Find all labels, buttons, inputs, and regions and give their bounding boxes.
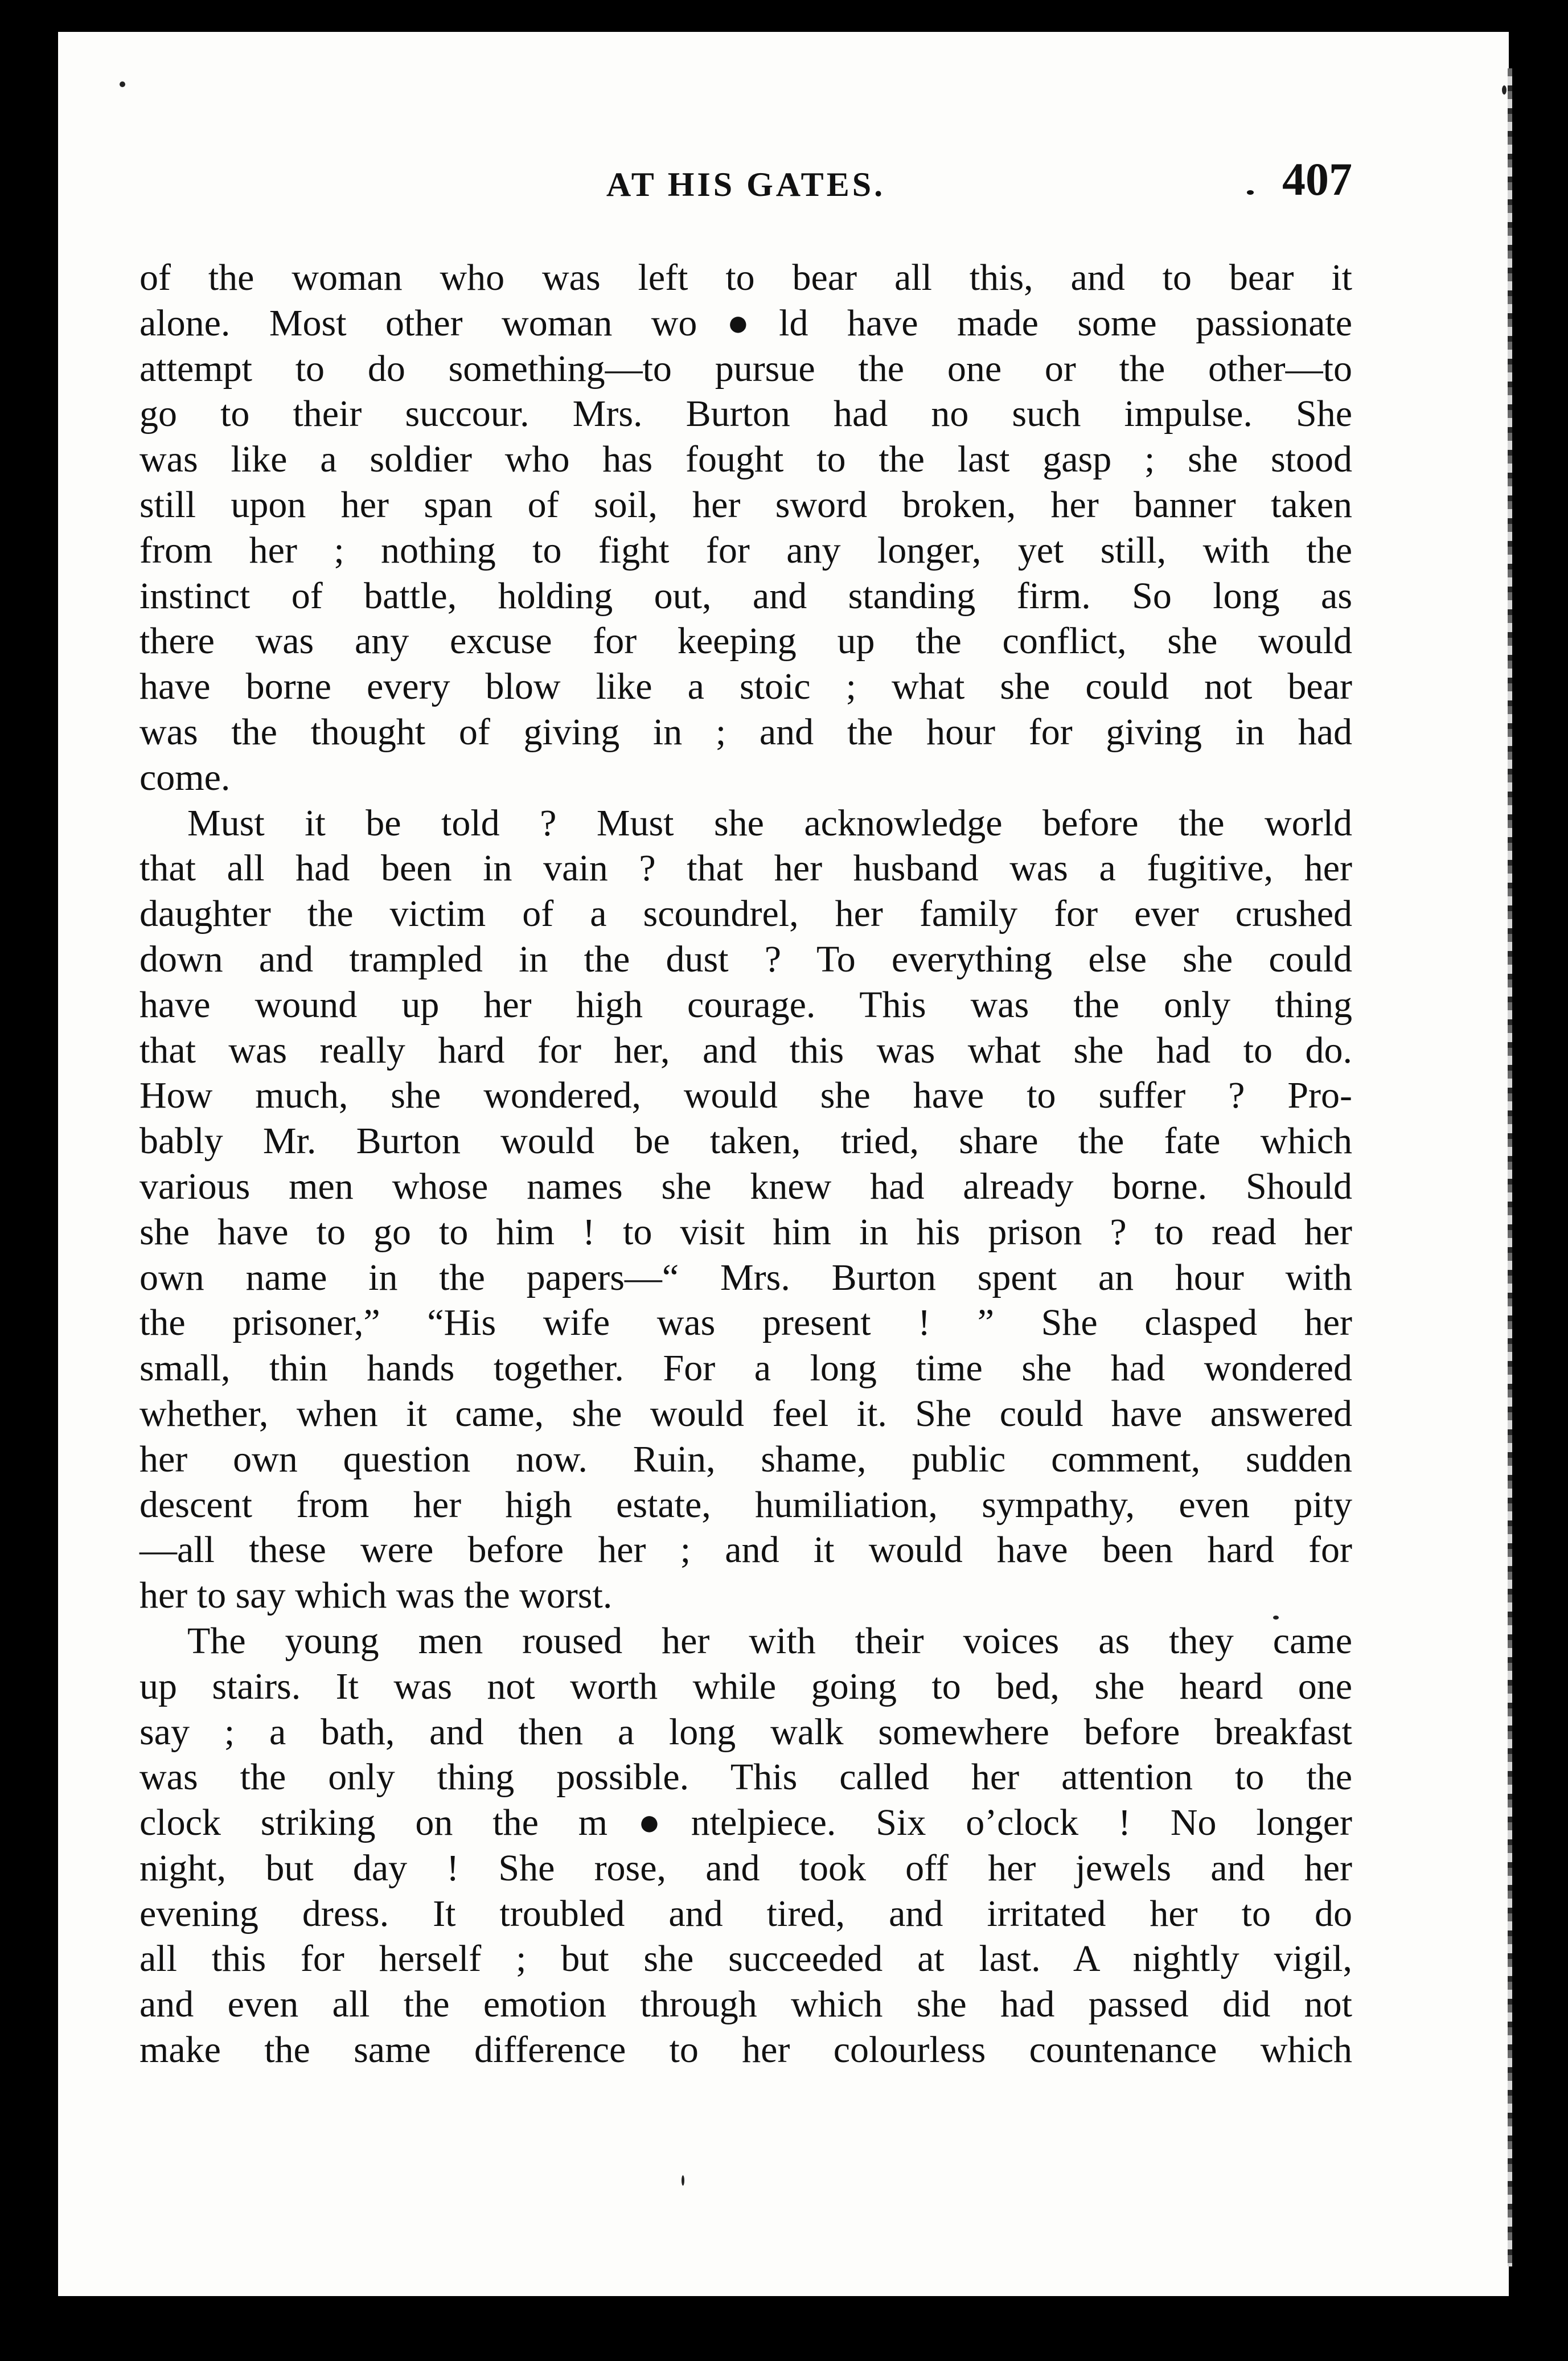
text-line: that all had been in vain ? that her husband was a fugitive, her xyxy=(139,847,1352,890)
text-line: from her ; nothing to fight for any longer, yet still, with the xyxy=(139,529,1352,571)
text-line: come. xyxy=(139,756,231,798)
text-line: of the woman who was left to bear all this, and to bear it xyxy=(139,257,1352,298)
text-line: was the thought of giving in ; and the hour for giving in had xyxy=(139,711,1352,753)
page-header xyxy=(139,153,1352,221)
text-line: there was any excuse for keeping up the conflict, she would xyxy=(139,620,1352,662)
text-line: bably Mr. Burton would be taken, tried, share the fate which xyxy=(139,1120,1352,1162)
body-text xyxy=(139,255,1352,2073)
text-line: make the same difference to her colourless countenance which xyxy=(139,2029,1352,2071)
page-number: 407 xyxy=(1282,153,1352,206)
ink-speck xyxy=(682,2175,684,2186)
text-line: the prisoner,” “His wife was present ! ” She clasped her xyxy=(139,1302,1352,1344)
text-line: down and trampled in the dust ? To everything else she could xyxy=(139,938,1352,980)
text-line: evening dress. It troubled and tired, and irritated her to do xyxy=(139,1892,1352,1934)
text-line: up stairs. It was not worth while going to bed, she heard one xyxy=(139,1665,1352,1707)
text-line: she have to go to him ! to visit him in his prison ? to read her xyxy=(139,1211,1352,1253)
text-line: small, thin hands together. For a long time she had wondered xyxy=(139,1347,1352,1389)
text-line: night, but day ! She rose, and took off her jewels and her xyxy=(139,1847,1352,1889)
text-line: alone. Most other woman wo●ld have made some passionate xyxy=(139,302,1352,344)
text-line: descent from her high estate, humiliation, sympathy, even pity xyxy=(139,1483,1352,1526)
text-line: still upon her span of soil, her sword broken, her banner taken xyxy=(139,483,1352,526)
text-line: all this for herself ; but she succeeded at last. A nightly vigil, xyxy=(139,1938,1352,1980)
text-line: was the only thing possible. This called her attention to the xyxy=(139,1756,1352,1798)
text-line: own name in the papers—“ Mrs. Burton spent an hour with xyxy=(139,1256,1352,1298)
text-line: clock striking on the m●ntelpiece. Six o’clock ! No longer xyxy=(139,1802,1352,1844)
ink-speck xyxy=(120,81,125,87)
text-line: daughter the victim of a scoundrel, her family for ever crushed xyxy=(139,893,1352,935)
text-line: her to say which was the worst. xyxy=(139,1575,613,1617)
text-line: whether, when it came, she would feel it. She could have answered xyxy=(139,1392,1352,1434)
text-line: have borne every blow like a stoic ; what she could not bear xyxy=(139,666,1352,708)
text-line: How much, she wondered, would she have to suffer ? Pro- xyxy=(139,1075,1352,1117)
text-line: her own question now. Ruin, shame, public comment, sudden xyxy=(139,1438,1352,1480)
text-line: —all these were before her ; and it would have been hard for xyxy=(139,1529,1352,1571)
text-line: that was really hard for her, and this was what she had to do. xyxy=(139,1029,1352,1071)
text-line: go to their succour. Mrs. Burton had no such impulse. She xyxy=(139,393,1352,435)
text-line: various men whose names she knew had already borne. Should xyxy=(139,1165,1352,1207)
text-line: attempt to do something—to pursue the one or the other—to xyxy=(139,347,1352,390)
text-line: was like a soldier who has fought to the last gasp ; she stood xyxy=(139,438,1352,481)
text-line: Must it be told ? Must she acknowledge before the world xyxy=(187,802,1352,844)
text-line: and even all the emotion through which she had passed did not xyxy=(139,1983,1352,2026)
text-line: say ; a bath, and then a long walk somewhere before breakfast xyxy=(139,1711,1352,1753)
text-line: The young men roused her with their voices as they came xyxy=(187,1620,1352,1662)
text-line: instinct of battle, holding out, and standing firm. So long as xyxy=(139,575,1352,617)
text-line: have wound up her high courage. This was the only thing xyxy=(139,983,1352,1026)
ink-speck xyxy=(1502,85,1507,95)
page-edge xyxy=(1508,68,1512,2266)
running-title: AT HIS GATES. xyxy=(606,166,886,203)
